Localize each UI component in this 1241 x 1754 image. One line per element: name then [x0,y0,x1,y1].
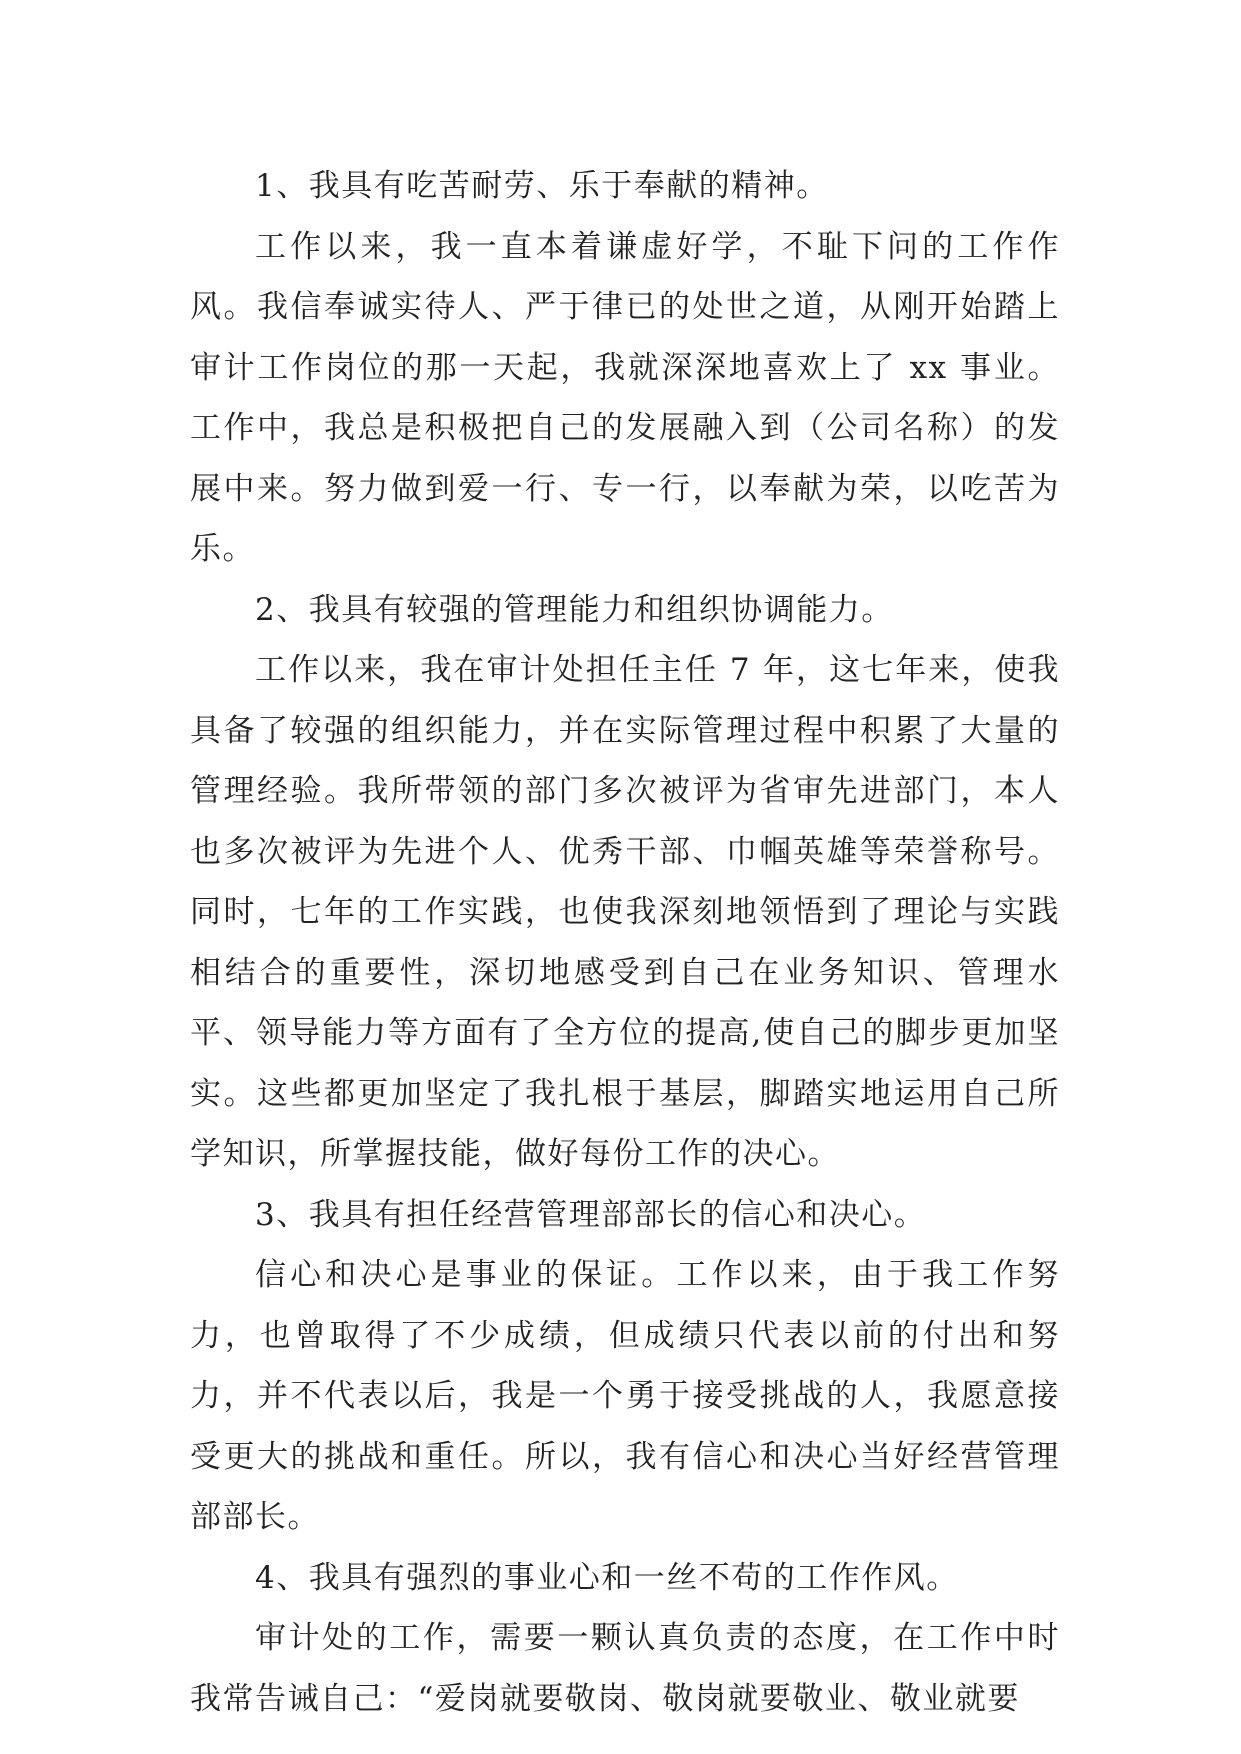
heading-point-4: 4、我具有强烈的事业心和一丝不苟的工作作风。 [255,1559,959,1596]
heading-point-3: 3、我具有担任经营管理部部长的信心和决心。 [255,1196,927,1233]
heading-point-2: 2、我具有较强的管理能力和组织协调能力。 [255,591,894,628]
document-body [190,156,1060,1729]
paragraph-point-3: 信心和决心是事业的保证。工作以来，由于我工作努力，也曾取得了不少成绩，但成绩只代表以前的付出和努力，并不代表以后，我是一个勇于接受挑战的人，我愿意接受更大的挑战和重任。所以，我有信心和决心当好经营管理部部长。 [190,1257,1060,1535]
paragraph-point-1: 工作以来，我一直本着谦虚好学，不耻下问的工作作风。我信奉诚实待人、严于律已的处世之道，从刚开始踏上审计工作岗位的那一天起，我就深深地喜欢上了 xx 事业。工作中，我总是积极把自己的发展融入到（公司名称）的发展中来。努力做到爱一行、专一行，以奉献为荣，以吃苦为乐。 [190,228,1060,567]
paragraph-point-2: 工作以来，我在审计处担任主任 7 年，这七年来，使我具备了较强的组织能力，并在实际管理过程中积累了大量的管理经验。我所带领的部门多次被评为省审先进部门，本人也多次被评为先进个人、优秀干部、巾帼英雄等荣誉称号。同时，七年的工作实践，也使我深刻地领悟到了理论与实践相结合的重要性，深切地感受到自己在业务知识、管理水平、领导能力等方面有了全方位的提高,使自己的脚步更加坚实。这些都更加坚定了我扎根于基层，脚踏实地运用自己所学知识，所掌握技能，做好每份工作的决心。 [190,652,1060,1172]
heading-point-1: 1、我具有吃苦耐劳、乐于奉献的精神。 [255,168,829,204]
paragraph-point-4: 审计处的工作，需要一颗认真负责的态度，在工作中时我常告诫自己：“爱岗就要敬岗、敬岗就要敬业、敬业就要 [190,1620,1060,1717]
